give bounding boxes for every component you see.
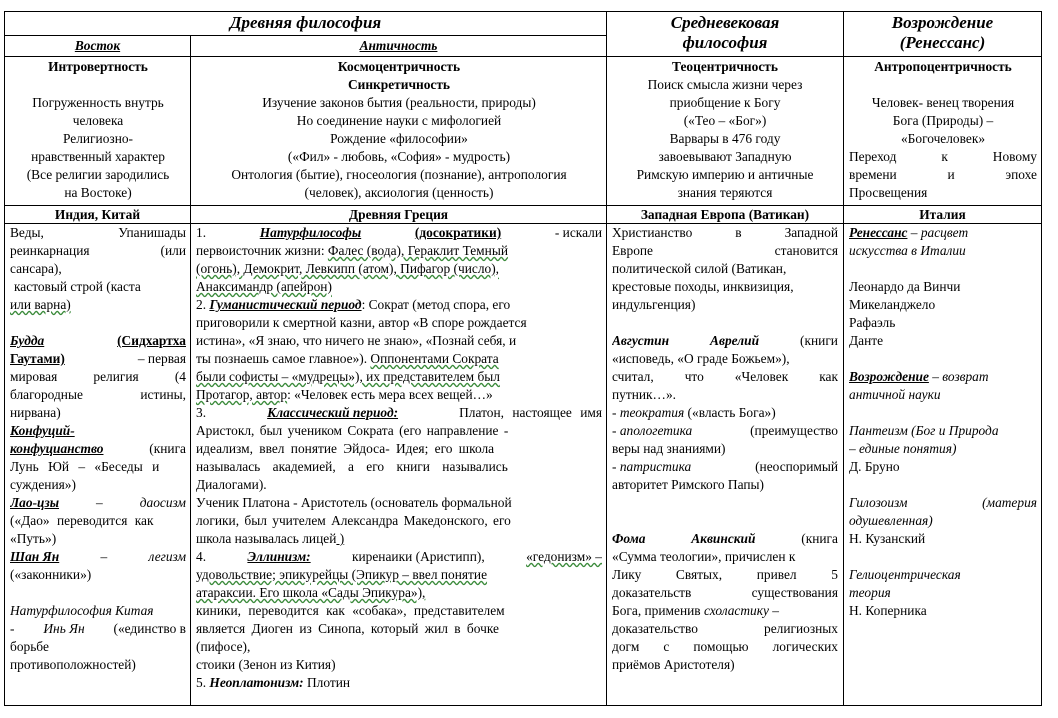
text-line: веры над знаниями) (612, 441, 726, 456)
text-line: Н. Кузанский (849, 531, 926, 546)
text-line: - Инь Ян («единство в (10, 621, 186, 636)
east-summary (8, 58, 188, 205)
medieval-line: Римскую империю и античные (636, 167, 814, 182)
antiquity-title-1: Космоцентричность (337, 59, 461, 74)
text-line: киники, переводится как «собака», представителем (196, 603, 505, 618)
renaissance-line: Просвещения (849, 185, 928, 200)
divider-v1 (190, 35, 191, 706)
text-line: благородные истины, (10, 387, 186, 402)
border-left (4, 11, 5, 706)
east-line: человека (72, 113, 124, 128)
text-line: - теократия («власть Бога») (612, 405, 776, 420)
text-line: (огонь), Демокрит, Левкипп (атом), Пифагор (число), (196, 261, 500, 276)
text-line: мировая религия (4 (10, 369, 186, 384)
text-line: Гаутами) – первая (10, 351, 186, 366)
medieval-line: приобщение к Богу (669, 95, 781, 110)
east-line: нравственный характер (31, 149, 165, 164)
text-line: античной науки (849, 387, 941, 402)
text-line: были софисты – «мудрецы»), их представителем был (196, 369, 500, 384)
subheader-antiquity-label: Античность (359, 38, 438, 53)
medieval-line: Поиск смысла жизни через (647, 77, 803, 92)
text-line: Христианство в Западной (612, 225, 838, 240)
text-line: стоики (Зенон из Кития) (196, 657, 336, 672)
border-bottom (4, 705, 1042, 706)
east-line: на Востоке) (64, 185, 132, 200)
text-line: доказательство религиозных (612, 621, 838, 636)
text-line: политической силой (Ватикан, (612, 261, 787, 276)
renaissance-title: Антропоцентричность (874, 59, 1012, 74)
text-line: Фома Аквинский (книга (612, 531, 838, 546)
text-line: 2. Гуманистический период: Сократ (метод спора, его (196, 297, 511, 312)
renaissance-line: времени и эпохе (849, 167, 1037, 182)
text-line: борьбе (10, 639, 49, 654)
text-line: школа называлась лицей ) (196, 531, 345, 546)
antiquity-region (191, 206, 606, 223)
text-line: приёмов Аристотеля) (612, 657, 735, 672)
east-line: (Все религии зародились (26, 167, 170, 182)
text-line: одушевленная) (849, 513, 933, 528)
header-ancient (5, 12, 606, 35)
text-line: Лао-цзы – даосизм (10, 495, 186, 510)
text-line: путник…». (612, 387, 676, 402)
text-line: Анаксимандр (апейрон) (196, 279, 332, 294)
text-line: Микеланджело (849, 297, 936, 312)
antiquity-line: Онтология (бытие), гносеология (познание), антропология (231, 167, 567, 182)
text-line: теория (849, 585, 891, 600)
renaissance-line: Бога (Природы) – (892, 113, 994, 128)
header-ancient-label: Древняя философия (229, 13, 382, 32)
header-renaissance-line2: (Ренессанс) (899, 33, 986, 52)
text-line: Веды, Упанишады (10, 225, 186, 240)
text-line: первоисточник жизни: Фалес (вода), Гераклит Темный (196, 243, 508, 258)
text-line: 5. Неоплатонизм: Плотин (196, 675, 351, 690)
text-line: («Дао» переводится как (10, 513, 154, 528)
text-line: Ученик Платона - Аристотель (основатель формальной (196, 495, 512, 510)
header-renaissance (844, 12, 1041, 56)
text-line: Шан Ян – легизм (10, 549, 186, 564)
text-line: Европе становится (612, 243, 838, 258)
text-line: «исповедь, «О граде Божьем»), (612, 351, 790, 366)
text-line: ты познаешь самое главное»). Оппонентами Сократа (196, 351, 499, 366)
renaissance-line: Человек- венец творения (871, 95, 1015, 110)
text-line: называлась академией, а его книги назывались (196, 459, 508, 474)
text-line: приговорили к смертной казни, автор «В споре рождается (196, 315, 527, 330)
text-line: – единые понятия) (849, 441, 957, 456)
text-line: нирвана) (10, 405, 61, 420)
text-line: Пантеизм (Бог и Природа (849, 423, 999, 438)
medieval-line: («Тео – «Бог») (683, 113, 767, 128)
divider-v2 (606, 11, 607, 706)
text-line: является Диоген из Синопа, который жил в бочке (196, 621, 499, 636)
medieval-line: завоевывают Западную (658, 149, 792, 164)
renaissance-region-label: Италия (919, 207, 966, 222)
text-line: считал, что «Человек как (612, 369, 838, 384)
text-line: Будда (Сидхартха (10, 333, 186, 348)
border-right (1041, 11, 1042, 706)
renaissance-line: «Богочеловек» (900, 131, 986, 146)
text-line: Леонардо да Винчи (849, 279, 961, 294)
text-line: Аристокл, был учеником Сократа (его направление - (196, 423, 509, 438)
text-line: Диалогами). (196, 477, 267, 492)
text-line: Лунь Юй – «Беседы и (10, 459, 160, 474)
east-title: Интровертность (48, 59, 148, 74)
text-line: конфуцианство (книга (10, 441, 186, 456)
text-line: Данте (849, 333, 884, 348)
renaissance-summary (849, 58, 1037, 205)
text-line: Возрождение – возврат (849, 369, 989, 384)
text-line: («законники») (10, 567, 92, 582)
divider-h2 (4, 56, 1042, 57)
philosophy-table (4, 11, 1042, 706)
text-line: атараксии. Его школа «Сады Эпикура»), (196, 585, 426, 600)
text-line: Рафаэль (849, 315, 896, 330)
antiquity-line: («Фил» - любовь, «София» - мудрость) (287, 149, 511, 164)
text-line: авторитет Римского Папы) (612, 477, 764, 492)
text-line: крестовые походы, инквизиция, (612, 279, 794, 294)
divider-v3 (843, 11, 844, 706)
text-line: Гилозоизм (материя (849, 495, 1037, 510)
antiquity-region-label: Древняя Греция (348, 207, 449, 222)
text-line: 4. Эллинизм: киренаики (Аристипп), «гедонизм» – (196, 549, 602, 564)
text-line: удовольствие; эпикурейцы (Эпикур – ввел понятие (196, 567, 488, 582)
text-line: 1. Натурфилософы (досократики) - искали (196, 225, 602, 240)
text-line: Гелиоцентрическая (849, 567, 961, 582)
text-line: идеализм, ввел понятие Эйдоса- Идея; его школа (196, 441, 495, 456)
text-line: Бога, применив схоластику – (612, 603, 779, 618)
text-line: Лику Святых, привел 5 (612, 567, 838, 582)
east-detail (10, 224, 186, 705)
renaissance-region (844, 206, 1041, 223)
text-line: логики, был учителем Александра Македонского, его (196, 513, 511, 528)
antiquity-line: (человек), аксиология (ценность) (304, 185, 494, 200)
subheader-east (5, 36, 190, 56)
medieval-region-label: Западная Европа (Ватикан) (640, 207, 810, 222)
medieval-line: знания теряются (677, 185, 773, 200)
text-line: Конфуций- (10, 423, 75, 438)
renaissance-detail (849, 224, 1037, 705)
medieval-detail (612, 224, 838, 705)
header-renaissance-line1: Возрождение (891, 13, 994, 32)
medieval-line: Варвары в 476 году (669, 131, 781, 146)
text-line: Н. Коперника (849, 603, 927, 618)
text-line: 3. Классический период: Платон, настоящее имя (196, 405, 602, 420)
east-region-label: Индия, Китай (54, 207, 141, 222)
text-line: Протагор, автор: «Человек есть мера всех вещей…» (196, 387, 493, 402)
text-line: «Сумма теологии», причислен к (612, 549, 796, 564)
text-line: индульгенция) (612, 297, 696, 312)
medieval-region (607, 206, 843, 223)
text-line: или варна) (10, 297, 71, 312)
text-line: - патристика (неоспоримый (612, 459, 838, 474)
text-line: Августин Аврелий (книги (612, 333, 838, 348)
header-medieval (607, 12, 843, 56)
text-line: Д. Бруно (849, 459, 900, 474)
east-line: Погруженность внутрь (32, 95, 164, 110)
east-line: Религиозно- (62, 131, 134, 146)
text-line: противоположностей) (10, 657, 136, 672)
antiquity-line: Изучение законов бытия (реальности, природы) (262, 95, 536, 110)
text-line: Ренессанс – расцвет (849, 225, 969, 240)
antiquity-line: Рождение «философии» (330, 131, 468, 146)
medieval-summary (608, 58, 842, 205)
header-medieval-line1: Средневековая (670, 13, 780, 32)
text-line: кастовый строй (каста (14, 279, 141, 294)
subheader-antiquity (191, 36, 606, 56)
text-line: реинкарнация (или (10, 243, 186, 258)
text-line: Натурфилософия Китая (10, 603, 154, 618)
renaissance-line: Переход к Новому (849, 149, 1037, 164)
text-line: искусства в Италии (849, 243, 966, 258)
antiquity-summary (193, 58, 605, 205)
text-line: - апологетика (преимущество (612, 423, 838, 438)
text-line: «Путь») (10, 531, 57, 546)
antiquity-line: Но соединение науки с мифологией (296, 113, 502, 128)
subheader-east-label: Восток (74, 38, 121, 53)
text-line: догм с помощью логических (612, 639, 838, 654)
header-medieval-line2: философия (682, 33, 768, 52)
text-line: суждения») (10, 477, 76, 492)
text-line: сансара), (10, 261, 62, 276)
east-region (5, 206, 190, 223)
antiquity-title-2: Синкретичность (347, 77, 451, 92)
medieval-title: Теоцентричность (672, 59, 778, 74)
text-line: доказательств существования (612, 585, 838, 600)
greece-detail (196, 224, 602, 705)
text-line: истина», «Я знаю, что ничего не знаю», «Познай себя, и (196, 333, 517, 348)
text-line: (пифосе), (196, 639, 251, 654)
